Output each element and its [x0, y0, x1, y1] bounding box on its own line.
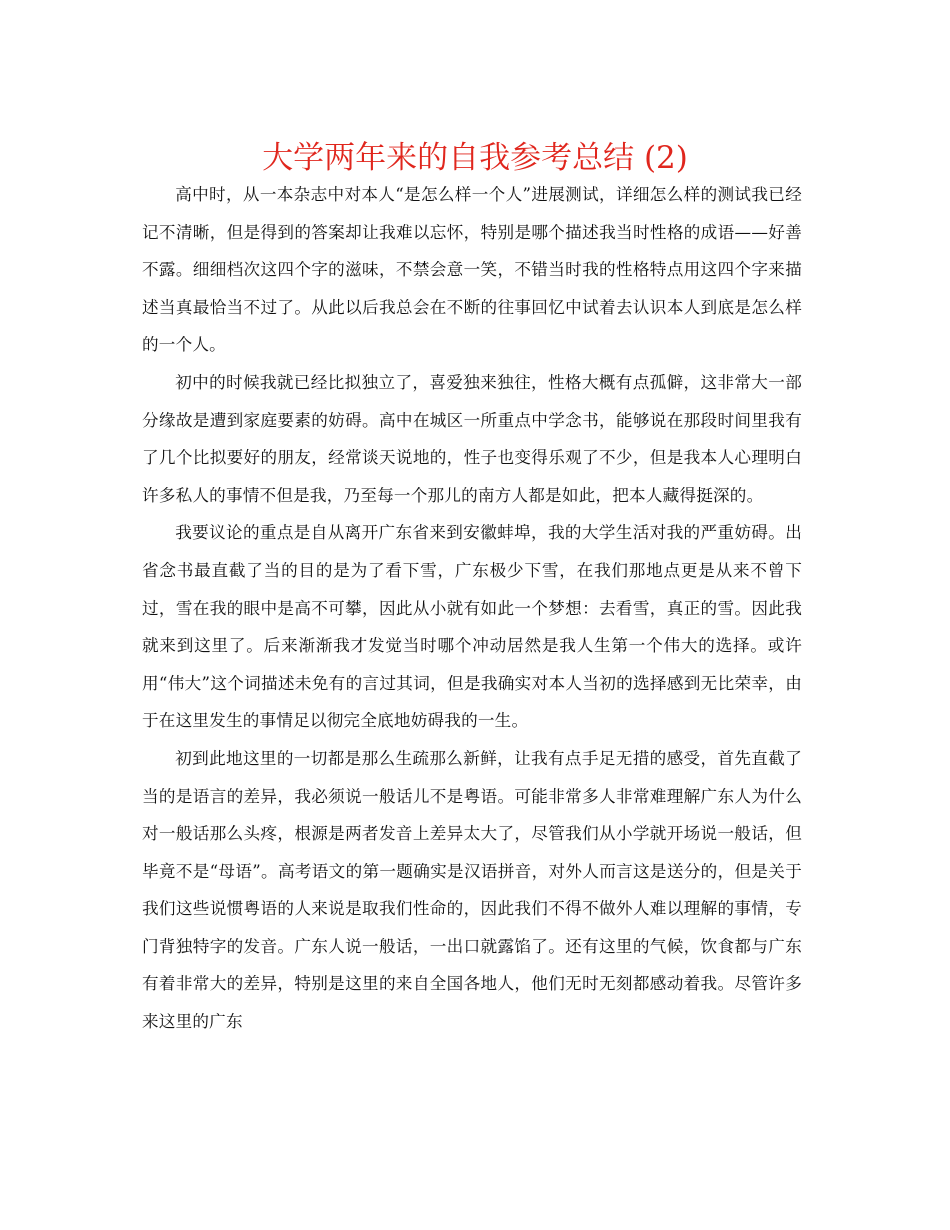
document-body: [142, 176, 802, 1041]
paragraph-1: 高中时，从一本杂志中对本人“是怎么样一个人”进展测试，详细怎么样的测试我已经记不清晰，但是得到的答案却让我难以忘怀，特别是哪个描述我当时性格的成语——好善不露。细细档次这四个字的滋味，不禁会意一笑，不错当时我的性格特点用这四个字来描述当真最恰当不过了。从此以后我总会在不断的往事回忆中试着去认识本人到底是怎么样的一个人。: [142, 185, 802, 355]
paragraph-2: 初中的时候我就已经比拟独立了，喜爱独来独往，性格大概有点孤僻，这非常大一部分缘故是遭到家庭要素的妨碍。高中在城区一所重点中学念书，能够说在那段时间里我有了几个比拟要好的朋友，经常谈天说地的，性子也变得乐观了不少，但是我本人心理明白许多私人的事情不但是我，乃至每一个那儿的南方人都是如此，把本人藏得挺深的。: [142, 372, 802, 505]
paragraph-4: 初到此地这里的一切都是那么生疏那么新鲜，让我有点手足无措的感受，首先直截了当的是语言的差异，我必须说一般话儿不是粤语。可能非常多人非常难理解广东人为什么对一般话那么头疼，根源是两者发音上差异太大了，尽管我们从小学就开场说一般话，但毕竟不是“母语”。高考语文的第一题确实是汉语拼音，对外人而言这是送分的，但是关于我们这些说惯粤语的人来说是取我们性命的，因此我们不得不做外人难以理解的事情，专门背独特字的发音。广东人说一般话，一出口就露馅了。还有这里的气候，饮食都与广东有着非常大的差异，特别是这里的来自全国各地人，他们无时无刻都感动着我。尽管许多来这里的广东: [142, 748, 802, 1032]
document-title: 大学两年来的自我参考总结 (2): [262, 140, 688, 176]
paragraph-3: 我要议论的重点是自从离开广东省来到安徽蚌埠，我的大学生活对我的严重妨碍。出省念书最直截了当的目的是为了看下雪，广东极少下雪，在我们那地点更是从来不曾下过，雪在我的眼中是高不可攀，因此从小就有如此一个梦想：去看雪，真正的雪。因此我就来到这里了。后来渐渐我才发觉当时哪个冲动居然是我人生第一个伟大的选择。或许用“伟大”这个词描述未免有的言过其词，但是我确实对本人当初的选择感到无比荣幸，由于在这里发生的事情足以彻完全底地妨碍我的一生。: [142, 523, 802, 731]
